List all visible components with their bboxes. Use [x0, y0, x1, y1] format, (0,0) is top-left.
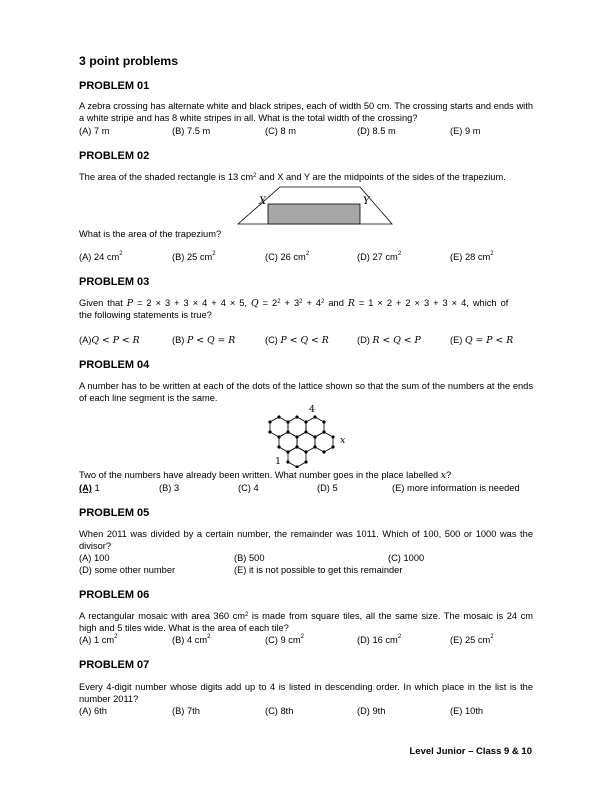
problem-01-option-c: (C) 8 m [265, 126, 296, 136]
problem-03-option-a: (A)Q < P < R [79, 335, 140, 346]
problem-04-option-c: (C) 4 [238, 483, 259, 493]
problem-03-option-e: (E) Q = P < R [450, 335, 514, 346]
problem-04-option-e: (E) more information is needed [392, 483, 520, 493]
selected-answer-mark: (A) [79, 483, 92, 493]
problem-03-option-b: (B) P < Q = R [172, 335, 236, 346]
trapezium-figure [236, 183, 396, 225]
problem-07-option-b: (B) 7th [172, 706, 200, 716]
problem-07-option-d: (D) 9th [357, 706, 386, 716]
problem-02-option-d: (D) 27 $cm^2$ [357, 251, 402, 262]
problem-07-option-c: (C) 8th [265, 706, 294, 716]
lattice-label-x: x [340, 435, 346, 446]
problem-05-option-d: (D) some other number [79, 565, 176, 575]
hexagon-5 [297, 432, 315, 452]
problem-06-option-b: (B) 4 $cm^2$ [172, 634, 211, 645]
problem-05-text: When 2011 was divided by a certain number, the remainder was 1011. Which of 100, 500 or 1000 was the divisor? [79, 529, 533, 551]
lattice-label-top: 4 [309, 404, 316, 415]
shaded-rectangle [268, 204, 360, 224]
problem-02-option-c: (C) 26 $cm^2$ [265, 251, 310, 262]
problem-05-option-a: (A) 100 [79, 553, 110, 563]
problem-02-heading: PROBLEM 02 [79, 150, 150, 162]
problem-03-heading: PROBLEM 03 [79, 276, 150, 288]
lattice-label-bottom: 1 [275, 456, 282, 467]
problem-07-heading: PROBLEM 07 [79, 659, 150, 671]
problem-02-question: What is the area of the trapezium? [79, 229, 222, 239]
problem-02-option-b: (B) 25 $cm^2$ [172, 251, 216, 262]
problem-01-option-b: (B) 7.5 m [172, 126, 211, 136]
problem-01-option-d: (D) 8.5 m [357, 126, 396, 136]
problem-05-option-b: (B) 500 [234, 553, 265, 563]
hexagon-1 [270, 417, 288, 437]
problem-03-text-line1: Given that P = 2 × 3 + 3 × 4 + 4 × 5, $Q = 2^2 + 3^2 + 4^2$ and R = 1 × 2 + 2 × 3 + 3 × 4, which of [79, 298, 509, 309]
hexagon-3 [306, 417, 324, 437]
hexagon-7 [288, 447, 306, 467]
problem-01-option-e: (E) 9 m [450, 126, 481, 136]
label-y: Y [363, 196, 370, 207]
problem-07-option-a: (A) 6th [79, 706, 107, 716]
problem-04-option-b: (B) 3 [159, 483, 180, 493]
problem-06-option-e: (E) 25 $cm^2$ [450, 634, 494, 645]
problem-06-option-c: (C) 9 $cm^2$ [265, 634, 304, 645]
problem-06-heading: PROBLEM 06 [79, 589, 150, 601]
problem-04-heading: PROBLEM 04 [79, 359, 150, 371]
hexagon-2 [288, 417, 306, 437]
problem-06-text: A rectangular mosaic with area 360 $cm^2$ is made from square tiles, all the same size. The mosaic is 24 cm high and 5 tiles wide. What is the area of each tile? [79, 611, 533, 633]
problem-02-option-e: (E) 28 $cm^2$ [450, 251, 494, 262]
hexagon-4 [279, 432, 297, 452]
problem-04-question: Two of the numbers have already been written. What number goes in the place labelled x? [79, 470, 452, 481]
problem-07-text: Every 4-digit number whose digits add up to 4 is listed in descending order. In which place in the list is the number 2011? [79, 682, 533, 704]
problem-01-text: A zebra crossing has alternate white and black stripes, each of width 50 cm. The crossing starts and ends with a white stripe and has 8 white stripes in all. What is the total width of the crossing? [79, 101, 533, 123]
problem-01-heading: PROBLEM 01 [79, 80, 150, 92]
problem-07-option-e: (E) 10th [450, 706, 484, 716]
problem-04-option-d: (D) 5 [317, 483, 338, 493]
problem-04-option-a: (A) 1 [79, 483, 100, 493]
problem-01-option-a: (A) 7 m [79, 126, 110, 136]
problem-06-option-d: (D) 16 $cm^2$ [357, 634, 402, 645]
problem-05-option-c: (C) 1000 [388, 553, 425, 563]
page-footer: Level Junior – Class 9 & 10 [409, 746, 532, 757]
problem-05-heading: PROBLEM 05 [79, 507, 150, 519]
label-x: X [259, 196, 267, 207]
problem-03-option-c: (C) P < Q < R [265, 335, 329, 346]
problem-05-option-e: (E) it is not possible to get this remainder [234, 565, 403, 575]
hexagon-6 [315, 432, 333, 452]
problem-06-option-a: (A) 1 $cm^2$ [79, 634, 118, 645]
hexagon-lattice-figure [255, 402, 355, 468]
problem-04-text: A number has to be written at each of the dots of the lattice shown so that the sum of the numbers at the ends of each line segment is the same. [79, 381, 533, 403]
problem-03-option-d: (D) R < Q < P [357, 335, 421, 346]
problem-02-text: The area of the shaded rectangle is 13 $cm^2$ and X and Y are the midpoints of the sides of the trapezium. [79, 172, 506, 182]
page-title: 3 point problems [79, 54, 179, 68]
problem-02-option-a: (A) 24 $cm^2$ [79, 251, 123, 262]
problem-03-text-line2: the following statements is true? [79, 310, 212, 320]
